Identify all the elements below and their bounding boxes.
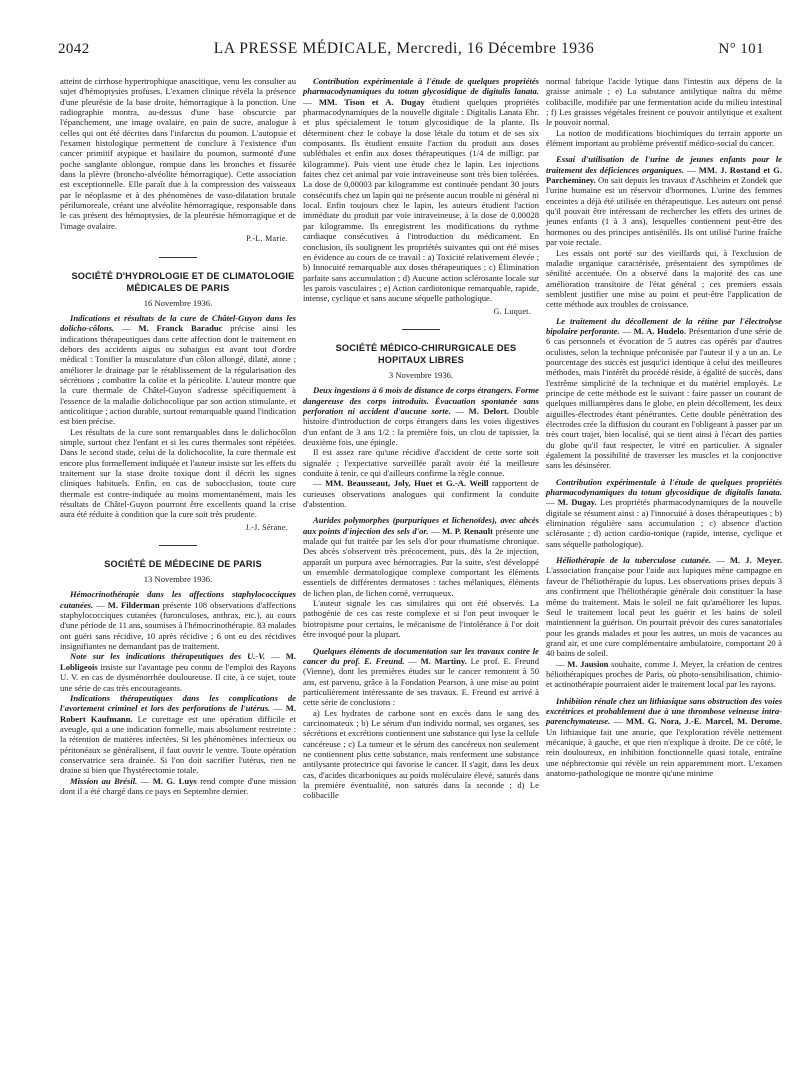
article-title: Contribution expérimentale à l'étude de quelques propriétés pharmacodynamiques du totum glycosidique de digitalis lanata. [303, 76, 539, 97]
column-3 [546, 76, 782, 778]
column-1 [60, 76, 296, 796]
article-author: M. Franck Baraduc [138, 323, 223, 334]
article: Aurides polymorphes (purpuriques et lichenoïdes), avec abcès aux points d'injection des sels d'or. — M. P. Renault présente une malade qui fut traitée par les sels d'or pour rhumatisme chronique. Des abcès s'observent très précocement, puis, dès la 2e injection, apparaît un purpura avec hémorragies. Par la suite, s'est développé un ensemble dermatologique complexe comportant les éléments essentiels de différentes dermatoses : taches mélaniques, éléments de lichen plan, de lichen corné, verruqueux. [303, 515, 539, 598]
article-title: Contribution expérimentale à l'étude de quelques propriétés pharmacodynamiques du totum glycosidique de digitalis lanata. [546, 476, 782, 498]
article-text: rapportent de curieuses observations analogues qui confirment la conduite d'abstention. [303, 478, 539, 510]
article-title: Essai d'utilisation de l'urine de jeunes enfants pour le traitement des déficiences organiques. [546, 154, 782, 175]
article-text: précise ainsi les indications thérapeutiques dans cette affection dont le traitement en dehors des accidents aigus ou subaigus est avant tout d'ordre médical : Tonifier la musculature d'un côlon allongé, dilaté, atone ; améliorer le drainage par le rétablissement de la régularisation des sécrétions ; combattre la colite et la péricolite. L'auteur montre que la cure thermale de Châtel-Guyon s'adresse spécifiquement à l'essence de la maladie dolichocolique par son action stimulante, et anticolitique ; action durable, surtout remarquable quand l'indication est bien précise. [60, 323, 296, 427]
article-title: Le traitement du décollement de la rétine par l'électrolyse bipolaire perforante. [546, 315, 782, 336]
signature: P.-L. Marie. [246, 234, 288, 244]
article-text: Double histoire d'introduction de corps étrangers dans les voies digestives d'un enfant de 3 ans 1/2 : la première fois, un clou de tapissier, la deuxième fois, une épingle. [303, 405, 539, 447]
article: Hémocrinothérapie dans les affections staphylococciques cutanées. — M. Filderman présente 108 observations d'affections staphylococciques cutanées (furonculoses, anthrax, etc.), au cours d'une période de 11 ans, soumises à l'hémocrinothérapie. 83 malades ont guéri sans récidive, 10 après récidive ; 6 ont eu des récidives insignifiantes ne demandant pas de traitement. [60, 589, 296, 652]
article-text: présente une malade qui fut traitée par les sels d'or pour rhumatisme chronique. Des abcès s'observent très précocement, puis, dès la 2e injection, apparaît un purpura avec hémorragies. Par la suite, s'est développé un ensemble dermatologique complexe comportant les éléments essentiels de différentes dermatoses : taches mélaniques, éléments de lichen plan, de lichen corné, verruqueux. [303, 525, 539, 598]
article-author: M. Robert Kaufmann. [60, 703, 296, 724]
article: Indications et résultats de la cure de Châtel-Guyon dans les dolicho-côlons. — M. Franck Baraduc précise ainsi les indications thérapeutiques dans cette affection dont le traitement en dehors des accidents aigus ou subaigus est avant tout d'ordre médical : Tonifier la musculature d'un côlon allongé, dilaté, atone ; améliorer le drainage par le rétablissement de la régularisation des sécrétions ; combattre la colite et la péricolite. L'auteur montre que la cure thermale de Châtel-Guyon s'adresse spécifiquement à l'essence de la maladie dolichocolique par son action stimulante, et anticolitique ; action durable, surtout remarquable quand l'indication est bien précise. [60, 312, 296, 427]
article-text: rend compte d'une mission dont il a été chargé dans ce pays en Septembre dernier. [60, 775, 296, 796]
article: Héliothérapie de la tuberculose cutanée. — M. J. Meyer. L'association française pour l'aide aux lupiques mène campagne en faveur de l'héliothérapie du lupus. Les observations prises depuis 3 ans confirment que l'héliothérapie générale doit constituer la base même du traitement. Mais le soleil ne fait qu'améliorer les lupus. Seul le traitement local peut les guérir et les bains de soleil maintiennent la guérison. On pourrait prévoir des cures sanatoriales pour les grands malades et pour les autres, un mois de vacances au grand air, et une cure complémentaire ambulatoire, comportant 20 à 40 bains de soleil. [546, 555, 783, 659]
paragraph: normal fabrique l'acide lytique dans l'intestin aux dépens de la graisse animale ; e) La substance antilytique naîtra du même colibacille, modifiée par une fermentation acide du milieu intestinal ; f) Les graisses végétales freinent ce pouvoir antilytique et exaltent le pouvoir normal. [546, 76, 782, 128]
society-heading: SOCIÉTÉ MÉDICO-CHIRURGICALE DES HOPITAUX LIBRES [335, 342, 517, 365]
article-author: M. G. Luys [152, 775, 197, 786]
article-text: étudient quelques propriétés pharmacodynamiques de la nouvelle digitale : Digitalis Lanata Ehr. et plus spécialement le totum glycosidique de la plante. Ils déterminent chez le cobaye la dose létale du totum et de ses six composants. Ils étudient ensuite l'action du produit aux doses subléthales et enfin aux doses thérapeutiques (1/4 de milligr. par kilogramme). Puis vient une étude chez le lapin. Les injections faites chez cet animal par voie intraveineuse sont très bien tolérées. La dose de 0,00003 par kilogramme est continuée pendant 30 jours consécutifs chez un lapin qui ne présente aucun trouble ni général ni local. Enfin toujours chez le lapin, les auteurs étudient l'action immédiate du produit par voie intraveineuse, à la dose de 0.00028 par kilogramme. Ils enregistrent les modifications du rythme cardiaque consécutives à l'introduction du médicament. En conclusion, ils soulignent les propriétés suivantes qui ont été mises en évidence au cours de ce travail : a) Toxicité relativement élevée ; b) Innocuité remarquable aux doses thérapeutiques ; c) Élimination parfaite sans accumulation ; d) Aucune action sclérosante locale sur les parois vasculaires ; e) Action cardiotonique remarquable, rapide, intense, cyclique et sans aucune séquelle pathologique. [303, 96, 539, 304]
paragraph: L'auteur signale les cas similaires qui ont été observés. La pathogénie de ces cas reste complexe et si l'on peut invoquer le biotropisme pour certains, le mécanisme de l'intolérance à l'or doit être invoqué pour la plupart. [303, 598, 539, 640]
article-text: Les propriétés pharmacodynamiques de la nouvelle digitale se résument ainsi : a) l'innocuité à doses thérapeutiques ; b) élimination régulière sans accumulation ; c) absence d'action sclérosante ; d) action cardio-tonique (rapide, intense, cyclique et sans séquelle pathologique). [546, 497, 782, 549]
article-title: Indications thérapeutiques dans les complications de l'avortement criminel et lors des perforations de l'utérus. [60, 692, 296, 714]
article-text: On sait depuis les travaux d'Aschheim et Zondek que l'urine humaine est un réservoir d'hormones. L'urine des femmes enceintes a déjà été utilisée en thérapeutique. Les auteurs ont pensé qu'il pouvait être intéressant de rechercher les effets des urines de jeunes enfants (1 à 3 ans), lesquelles contiennent peut-être des hormones ou des principes antisénilés. Ils ont utilisé l'urine fraîche par voie rectale. [546, 175, 782, 248]
paragraph: a) Les hydrates de carbone sont en excès dans le sang des carcinomateux ; b) Le sérum d'un individu normal, ses organes, ses sécrétions et excrétions contiennent une substance qui lyse la cellule cancéreuse ; c) La tumeur et le sérum des cancéreux non seulement ne contiennent plus cette substance, mais renferment une substance antilysante protectrice qui favorise le cancer. Il s'agit, dans les deux cas, d'acides dicarboniques au poids moléculaire élevé, saturés dans la première éventualité, non saturés dans la seconde ; d) Le colibacille [303, 707, 539, 801]
article-text: insiste sur l'avantage peu connu de l'emploi des Rayons U. V. en cas de dysménorrhée douloureuse. Il cite, à ce sujet, toute une série de cas très encourageants. [60, 661, 297, 693]
article: — MM. Beausseaut, Joly, Huet et G.-A. Weill rapportent de curieuses observations analogues qui confirment la conduite d'abstention. [303, 478, 539, 510]
article: Mission au Brésil. — M. G. Luys rend compte d'une mission dont il a été chargé dans ce pays en Septembre dernier. [60, 775, 296, 796]
article-text: Le curettage est une opération difficile et aveugle, qui a une indication formelle, mais absolument restreinte : la rétention de matières infectées. Si les phénomènes infectieux ou péritonéaux se généralisent, il faut ouvrir le ventre. Toute opération conservatrice sera drainée. Si l'on doit sacrifier l'utérus, rien ne draine si bien que l'hystérectomie totale. [60, 713, 296, 776]
article: Contribution expérimentale à l'étude de quelques propriétés pharmacodynamiques du totum glycosidique de digitalis lanata. — M. Dugay. Les propriétés pharmacodynamiques de la nouvelle digitale se résument ainsi : a) l'innocuité à doses thérapeutiques ; b) élimination régulière sans accumulation ; c) absence d'action sclérosante ; d) action cardio-tonique (rapide, intense, cyclique et sans séquelle pathologique). [546, 476, 782, 549]
article-title: Aurides polymorphes (purpuriques et lichenoïdes), avec abcès aux points d'injection des sels d'or. [303, 515, 539, 536]
article: Essai d'utilisation de l'urine de jeunes enfants pour le traitement des déficiences organiques. — MM. J. Rostand et G. Parcheminey. On sait depuis les travaux d'Aschheim et Zondek que l'urine humaine est un réservoir d'hormones. L'urine des femmes enceintes a déjà été utilisée en thérapeutique. Les auteurs ont pensé qu'il pouvait être intéressant de rechercher les effets des urines de jeunes enfants (1 à 3 ans), lesquelles contiennent peut-être des hormones ou des principes antisénilés. Ils ont utilisé l'urine fraîche par voie rectale. [546, 154, 783, 248]
paragraph: Il est assez rare qu'une récidive d'accident de cette sorte soit signalée ; l'expectative surveillée paraît avoir été la meilleure conduite à tenir, ce qui d'ailleurs confirme la règle connue. [303, 447, 539, 478]
article-title: Mission au Brésil. [70, 775, 138, 786]
article: Note sur les indications thérapeutiques des U.-V. — M. Lobligeois insiste sur l'avantage peu connu de l'emploi des Rayons U. V. en cas de dysménorrhée douloureuse. Il cite, à ce sujet, toute une série de cas très encourageants. [60, 651, 297, 693]
signature: G. Luquet. [493, 306, 531, 316]
society-heading: SOCIÉTÉ DE MÉDECINE DE PARIS [104, 559, 262, 570]
article-author: MM. G. Nora, J.-E. Marcel, M. Derome. [625, 716, 782, 727]
article-text: Un lithiasique fait une anurie, que l'exploration révèle nettement mécanique, à gauche, et que rien n'explique à droite. De ce côté, le rein douloureux, en inhibition fonctionnelle quasi totale, entraîne une néphrectomie qui révèle un rein apparemment mort. L'examen anatomo-pathologique ne montre qu'une minime [546, 726, 782, 778]
session-date: 16 Novembre 1936. [143, 297, 213, 308]
article-text: présente 108 observations d'affections staphylococciques cutanées (furonculoses, anthrax, etc.), au cours d'une période de 11 ans, soumises à l'hémocrinothérapie. 83 malades ont guéri sans récidive, 10 après récidive ; 6 ont eu des récidives insignifiantes ne demandant pas de traitement. [60, 599, 296, 652]
article-text: L'association française pour l'aide aux lupiques mène campagne en faveur de l'héliothérapie du lupus. Les observations prises depuis 3 ans confirment que l'héliothérapie générale doit constituer la base même du traitement. Mais le soleil ne fait qu'améliorer les lupus. Seul le traitement local peut les guérir et les bains de soleil maintiennent la guérison. On pourrait prévoir des cures sanatoriales pour les grands malades et pour les autres, un mois de vacances au grand air, et une cure complémentaire ambulatoire, comportant 20 à 40 bains de soleil. [546, 565, 782, 659]
article: Contribution expérimentale à l'étude de quelques propriétés pharmacodynamiques du totum glycosidique de digitalis lanata. — MM. Tison et A. Dugay étudient quelques propriétés pharmacodynamiques de la nouvelle digitale : Digitalis Lanata Ehr. et plus spécialement le totum glycosidique de la plante. Ils déterminent chez le cobaye la dose létale du totum et de ses six composants. Ils étudient ensuite l'action du produit aux doses subléthales et enfin aux doses thérapeutiques (1/4 de milligr. par kilogramme). Puis vient une étude chez le lapin. Les injections faites chez cet animal par voie intraveineuse sont très bien tolérées. La dose de 0,00003 par kilogramme est continuée pendant 30 jours consécutifs chez un lapin qui ne présente aucun trouble ni général ni local. Enfin toujours chez le lapin, les auteurs étudient l'action immédiate du produit par voie intraveineuse, à la dose de 0.00028 par kilogramme. Ils enregistrent les modifications du rythme cardiaque consécutives à l'introduction du médicament. En conclusion, ils soulignent les propriétés suivantes qui ont été mises en évidence au cours de ce travail : a) Toxicité relativement élevée ; b) Innocuité remarquable aux doses thérapeutiques ; c) Élimination parfaite sans accumulation ; d) Aucune action sclérosante locale sur les parois vasculaires ; e) Action cardiotonique remarquable, rapide, intense, cyclique et sans aucune séquelle pathologique. [303, 76, 539, 304]
article-title: Inhibition rénale chez un lithiasique sans obstruction des voies excrétrices et probablement due à une thrombose veineuse intra-parenchymateuse. [546, 695, 782, 727]
article-author: M. Dugay. [557, 497, 597, 508]
paragraph: Les essais ont porté sur des vieillards qui, à l'exclusion de maladie organique caractérisée, présentaient des symptômes de sénilité accentuée. On a observé dans la majorité des cas une amélioration transitoire de l'état général ; ces premiers essais semblent justifier une mise au point et peut-être l'application de cette méthode aux troubles de croissance. [546, 247, 782, 310]
paragraph: atteint de cirrhose hypertrophique anascitique, venu les consulter au sujet d'hémoptysies profuses. L'examen clinique révéla la présence d'une pleurésie de la base droite, hémorragique à la ponction. Une radiographie montra, au-dessus d'une base obscurcie par l'épanchement, une image ovalaire, en pain de sucre, analogue à celles qui ont été décrites dans l'infarctus du poumon. L'autopsie et l'examen histologique permettent de conclure à l'existence d'un cancer primitif atypique et basilaire du poumon, surmonté d'une poche sanglante oblongue, rompue dans les bronches et fissurée dans la plèvre (broncho-alvéolite hémorragique). Cette association est exceptionnelle. Elle paraît due à la compression des vaisseaux par le néoplasme et à des phénomènes de vaso-dilatation brutale périlumoreale, créant une alvéolite hémorragique, responsable dans le cas présent des hémoptysies, de la pleurésie hémorragique et de l'image ovalaire. [60, 76, 296, 231]
article: Inhibition rénale chez un lithiasique sans obstruction des voies excrétrices et probablement due à une thrombose veineuse intra-parenchymateuse. — MM. G. Nora, J.-E. Marcel, M. Derome. Un lithiasique fait une anurie, que l'exploration révèle nettement mécanique, à gauche, et que rien n'explique à droite. De ce côté, le rein douloureux, en inhibition fonctionnelle quasi totale, entraîne une néphrectomie qui révèle un rein apparemment mort. L'examen anatomo-pathologique ne montre qu'une minime [546, 695, 782, 778]
page-header [58, 40, 764, 62]
article: Indications thérapeutiques dans les complications de l'avortement criminel et lors des perforations de l'utérus. — M. Robert Kaufmann. Le curettage est une opération difficile et aveugle, qui a une indication formelle, mais absolument restreinte : la rétention de matières infectées. Si les phénomènes infectieux ou péritonéaux se généralisent, il faut ouvrir le ventre. Toute opération conservatrice sera drainée. Si l'on doit sacrifier l'utérus, rien ne draine si bien que l'hystérectomie totale. [60, 692, 296, 776]
page-number: 2042 [58, 41, 90, 57]
section-divider [159, 545, 197, 546]
article-author: M. Martiny. [420, 655, 467, 666]
article-author: MM. Tison et A. Dugay [318, 96, 425, 107]
article-text: Le prof. E. Freund (Vienne), dont les premières études sur le cancer remontent à 50 ans, est parvenu, grâce à la Fondation Pearson, à une mise au point particulièrement intéressante de ses travaux. E. Freund est arrivé à cette série de conclusions : [303, 655, 540, 708]
article-title: Note sur les indications thérapeutiques des U.-V. [70, 651, 266, 662]
section-divider [159, 257, 197, 258]
session-date: 3 Novembre 1936. [388, 369, 454, 380]
article: Le traitement du décollement de la rétine par l'électrolyse bipolaire perforante. — M. A. Hudelo. Présentation d'une série de 6 cas personnels et évocation de 5 autres cas opérés par d'autres oculistes, selon la technique préconisée par l'auteur il y a un an. Le pourcentage des succès est jusqu'ici identique à celui des meilleures méthodes, mais l'intérêt du procédé réside, à égalité de succès, dans l'extrême simplicité de la technique et du matériel employés. Le principe de cette méthode est le suivant : faire passer un courant de quelques milliampères dans le globe, en plein décollement, les deux aiguilles-électrodes étant pénétrantes. Cette double pénétration des électrodes crée la diffusion du courant en l'obligeant à passer par un très court trajet, bien localisé, qui se tient ainsi à l'écart des parties du globe qu'il faut respecter, le vitré en particulier. A signaler également la possibilité de traverser les muscles et la conjonctive sans les désinsérer. [546, 315, 782, 471]
article-author: MM. J. Rostand et G. Parcheminey. [546, 164, 783, 186]
article-author: M. Lobligeois [60, 651, 296, 672]
article-title: Hémocrinothérapie dans les affections staphylococciques cutanées. [60, 589, 296, 610]
article-author: MM. Beausseaut, Joly, Huet et G.-A. Weill [325, 478, 489, 489]
signature: J.-J. Sérane. [245, 522, 288, 532]
article-title: Deux ingestions à 6 mois de distance de corps étrangers. Forme dangereuse des corps introduits. Évacuation spontanée sans perforation ni accident d'aucune sorte. [303, 385, 539, 416]
journal-title: LA PRESSE MÉDICALE, Mercredi, 16 Décembre 1936 [213, 40, 595, 57]
column-2 [303, 76, 539, 801]
paragraph: La notion de modifications biochimiques du terrain apporte un élément important au problème préventif médico-social du cancer. [546, 127, 782, 149]
article-author: M. P. Renault [441, 525, 493, 536]
article-title: Héliothérapie de la tuberculose cutanée. [556, 555, 711, 566]
section-divider [402, 329, 440, 330]
paragraph: Les résultats de la cure sont remarquables dans le dolichocôlon simple, surtout chez l'enfant et si les cures thermales sont répétées. Dans le second stade, celui de la dolichocolite, la cure thermale est encore plus formellement indiquée et l'auteur insiste sur les effets du traitement sur la stase droite toxique dont il décrit les signes cliniques habituels. Enfin, en cas de subocclusion, toute cure thermale est contre-indiquée au moins momentanément, mais les résultats de Châtel-Guyon pourront être excellents quand la crise aura été réduite à condition que la cure soit très prudente. [60, 426, 296, 520]
article: Deux ingestions à 6 mois de distance de corps étrangers. Forme dangereuse des corps introduits. Évacuation spontanée sans perforation ni accident d'aucune sorte. — M. Delort. Double histoire d'introduction de corps étrangers dans les voies digestives d'un enfant de 3 ans 1/2 : la première fois, un clou de tapissier, la deuxième fois, une épingle. [303, 385, 539, 447]
article: — M. Jausion souhaite, comme J. Meyer, la création de centres héliothérapiques proches de Paris, où photo-sensibilisation, chimio- et actinothérapie pourraient aider le traitement local par les rayons. [546, 658, 782, 690]
society-heading: SOCIÉTÉ D'HYDROLOGIE ET DE CLIMATOLOGIE MÉDICALES DE PARIS [71, 270, 295, 293]
article-text: souhaite, comme J. Meyer, la création de centres héliothérapiques proches de Paris, où photo-sensibilisation, chimio- et actinothérapie pourraient aider le traitement local par les rayons. [546, 658, 782, 690]
article-author: M. Delort. [468, 405, 510, 416]
article-title: Quelques éléments de documentation sur les travaux contre le cancer du prof. E. Freund. [303, 645, 539, 666]
article-text: Présentation d'une série de 6 cas personnels et évocation de 5 autres cas opérés par d'autres oculistes, selon la technique préconisée par l'auteur il y a un an. Le pourcentage des succès est jusqu'ici identique à celui des meilleures méthodes, mais l'intérêt du procédé réside, à égalité de succès, dans l'extrême simplicité de la technique et du matériel employés. Le principe de cette méthode est le suivant : faire passer un courant de quelques milliampères dans le globe, en plein décollement, les deux aiguilles-électrodes étant pénétrantes. Cette double pénétration des électrodes crée la diffusion du courant en l'obligeant à passer par un très court trajet, bien localisé, qui se tient ainsi à l'écart des parties du globe qu'il faut respecter, le vitré en particulier. A signaler également la possibilité de traverser les muscles et la conjonctive sans les désinsérer. [546, 325, 782, 471]
session-date: 13 Novembre 1936. [143, 574, 213, 585]
article-author: M. Jausion [567, 658, 609, 669]
issue-number: N° 101 [718, 41, 764, 57]
article: Quelques éléments de documentation sur les travaux contre le cancer du prof. E. Freund. — M. Martiny. Le prof. E. Freund (Vienne), dont les premières études sur le cancer remontent à 50 ans, est parvenu, grâce à la Fondation Pearson, à une mise au point particulièrement intéressante de ses travaux. E. Freund est arrivé à cette série de conclusions : [303, 645, 540, 708]
article-author: M. J. Meyer. [729, 555, 783, 566]
article-author: M. Filderman [107, 599, 160, 610]
article-title: Indications et résultats de la cure de Châtel-Guyon dans les dolicho-côlons. [60, 312, 296, 334]
article-author: M. A. Hudelo. [633, 325, 687, 336]
